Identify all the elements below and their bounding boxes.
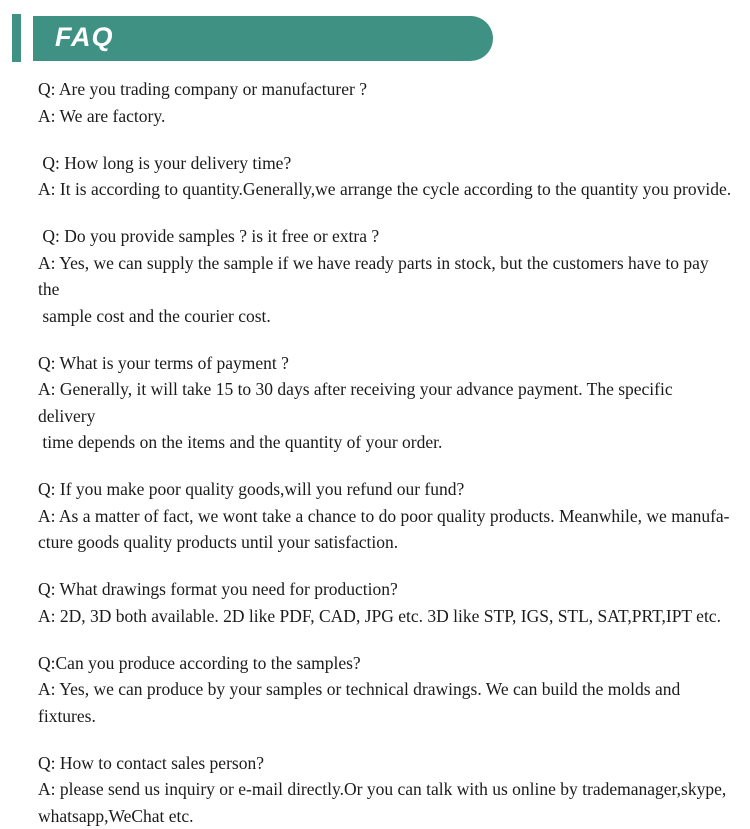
- answer-text: whatsapp,WeChat etc.: [38, 803, 732, 829]
- faq-item: [38, 223, 732, 329]
- page-title: FAQ: [55, 22, 114, 55]
- question-text: Q: What is your terms of payment ?: [38, 350, 732, 377]
- answer-text: A: Generally, it will take 15 to 30 days after receiving your advance payment. The specific delivery: [38, 376, 732, 429]
- faq-item: [38, 350, 732, 456]
- answer-text: A: 2D, 3D both available. 2D like PDF, CAD, JPG etc. 3D like STP, IGS, STL, SAT,PRT,IPT etc.: [38, 603, 732, 630]
- faq-header-banner: [12, 14, 750, 62]
- answer-text: A: Yes, we can supply the sample if we have ready parts in stock, but the customers have to pay the: [38, 250, 732, 303]
- answer-text: time depends on the items and the quantity of your order.: [38, 429, 732, 456]
- question-text: Q: Are you trading company or manufacturer ?: [38, 76, 732, 103]
- question-text: Q: If you make poor quality goods,will you refund our fund?: [38, 476, 732, 503]
- answer-text: A: please send us inquiry or e-mail directly.Or you can talk with us online by trademanager,skype,: [38, 776, 732, 803]
- answer-text: A: Yes, we can produce by your samples or technical drawings. We can build the molds and fixtures.: [38, 676, 732, 729]
- answer-text: A: It is according to quantity.Generally,we arrange the cycle according to the quantity you provide.: [38, 176, 732, 203]
- faq-item: [38, 576, 732, 629]
- faq-item: [38, 750, 732, 829]
- question-text: Q: How to contact sales person?: [38, 750, 732, 777]
- answer-text: A: We are factory.: [38, 103, 732, 130]
- banner-pill: [33, 16, 493, 61]
- answer-text: sample cost and the courier cost.: [38, 303, 732, 330]
- question-text: Q:Can you produce according to the samples?: [38, 650, 732, 677]
- faq-item: [38, 476, 732, 556]
- faq-item: [38, 76, 732, 129]
- answer-text: A: As a matter of fact, we wont take a chance to do poor quality products. Meanwhile, we manufa-: [38, 503, 732, 530]
- answer-text: cture goods quality products until your satisfaction.: [38, 529, 732, 556]
- faq-list: [0, 62, 750, 829]
- question-text: Q: How long is your delivery time?: [38, 150, 732, 177]
- faq-item: [38, 150, 732, 203]
- accent-bar: [12, 14, 21, 62]
- question-text: Q: What drawings format you need for production?: [38, 576, 732, 603]
- faq-item: [38, 650, 732, 730]
- question-text: Q: Do you provide samples ? is it free or extra ?: [38, 223, 732, 250]
